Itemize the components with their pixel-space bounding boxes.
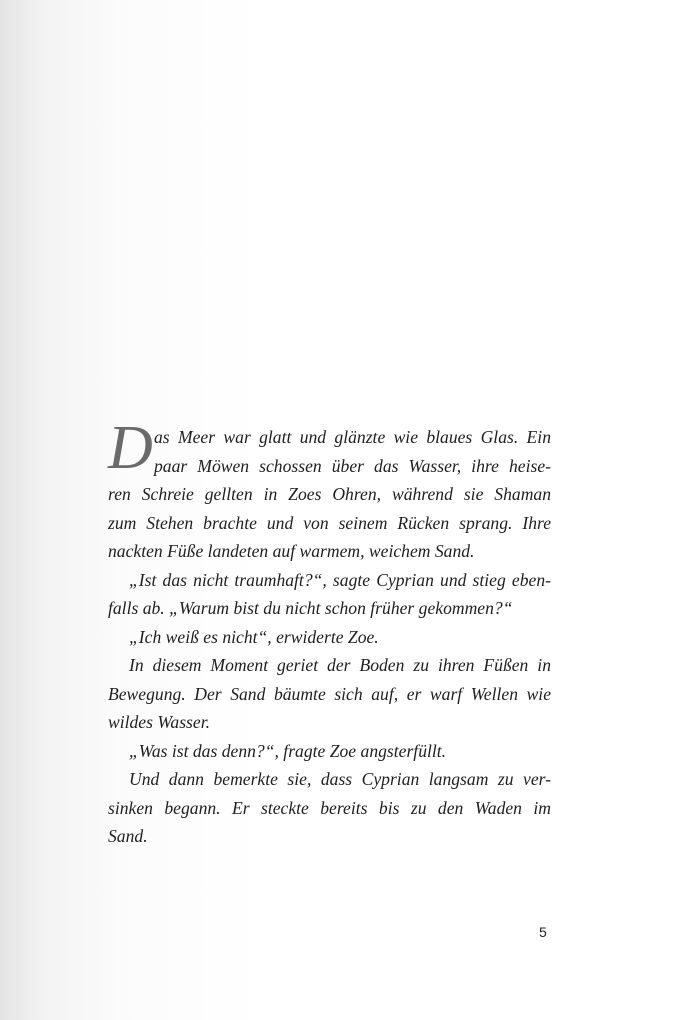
page-number: 5 (539, 924, 547, 940)
text-line: Und dann bemerkte sie, dass Cyprian langsam zu ver- (129, 769, 551, 789)
text-line: sinken begann. Er steckte bereits bis zu den Waden im (108, 797, 551, 818)
text-line: zum Stehen brachte und von seinem Rücken sprang. Ihre (108, 512, 551, 533)
text-line: Sand. (108, 826, 148, 846)
text-line: „Ist das nicht traumhaft?“, sagte Cyprian und stieg eben- (129, 569, 551, 590)
text-line: ren Schreie gellten in Zoes Ohren, während sie Shaman (108, 484, 551, 504)
text-line: „Was ist das denn?“, fragte Zoe angsterfüllt. (129, 740, 447, 761)
drop-cap-container (108, 414, 154, 482)
text-line: wildes Wasser. (108, 712, 210, 732)
text-line: paar Möwen schossen über das Wasser, ihre heise- (154, 455, 551, 476)
text-line: as Meer war glatt und glänzte wie blaues Glas. Ein (154, 427, 551, 447)
story-text (108, 414, 551, 851)
text-line: „Ich weiß es nicht“, erwiderte Zoe. (129, 626, 379, 647)
text-line: Bewegung. Der Sand bäumte sich auf, er warf Wellen wie (108, 683, 551, 704)
text-line: In diesem Moment geriet der Boden zu ihren Füßen in (129, 655, 551, 675)
text-line: falls ab. „Warum bist du nicht schon früher gekommen?“ (108, 598, 513, 618)
text-line: nackten Füße landeten auf warmem, weichem Sand. (108, 541, 475, 561)
drop-cap: D (108, 414, 153, 482)
